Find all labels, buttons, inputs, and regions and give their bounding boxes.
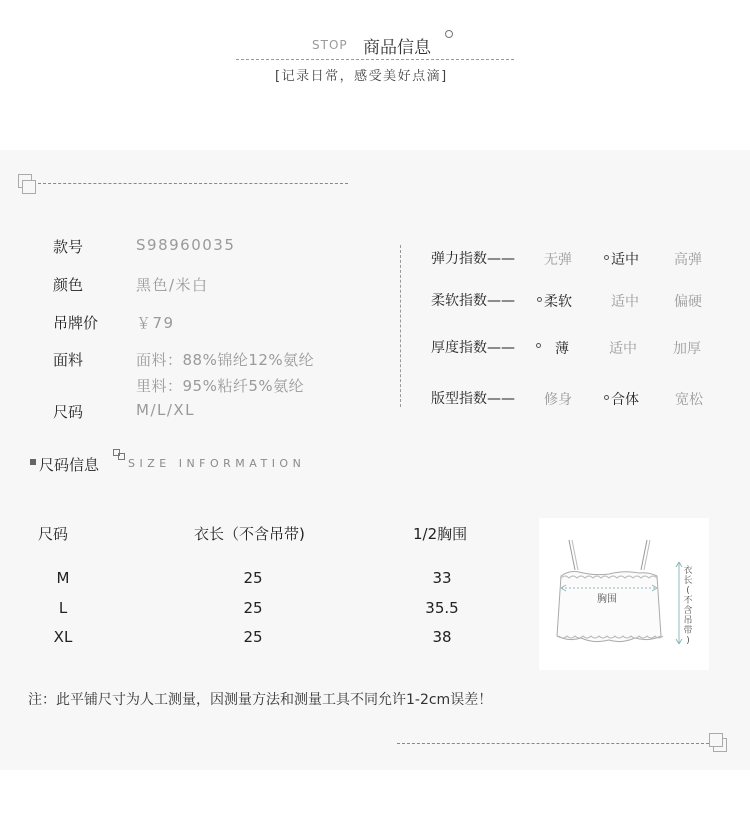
- header-divider: [236, 59, 514, 60]
- thickness-option-thin: 薄: [555, 341, 569, 357]
- bottom-dashed-divider: [397, 743, 709, 744]
- elasticity-index-label: 弹力指数——: [431, 251, 515, 267]
- sizes-value: M/L/XL: [136, 401, 196, 419]
- size-info-subtitle: SIZE INFORMATION: [128, 457, 306, 470]
- selected-dot-icon: [604, 395, 609, 400]
- vertical-dashed-divider: [400, 245, 401, 407]
- fit-option-regular: 合体: [611, 392, 639, 408]
- elasticity-option-high: 高弹: [674, 252, 702, 268]
- table-cell-chest: 38: [432, 628, 452, 646]
- header-title: 商品信息: [363, 38, 431, 58]
- style-no-value: S98960035: [136, 236, 236, 254]
- chest-label: 胸围: [597, 594, 617, 605]
- color-value: 黑色/米白: [136, 276, 209, 294]
- selected-dot-icon: [604, 255, 609, 260]
- price-value: ￥79: [136, 314, 175, 332]
- elasticity-option-medium: 适中: [611, 252, 639, 268]
- product-info-panel: [0, 150, 750, 770]
- corner-square-icon: [22, 180, 36, 194]
- table-cell-length: 25: [243, 569, 263, 587]
- elasticity-option-none: 无弹: [544, 252, 572, 268]
- style-no-label: 款号: [53, 238, 84, 256]
- table-cell-chest: 35.5: [425, 599, 459, 617]
- color-label: 颜色: [53, 276, 84, 294]
- measurement-note: 注：此平铺尺寸为人工测量，因测量方法和测量工具不同允许1-2cm误差！: [28, 692, 493, 708]
- bullet-square-icon: [30, 459, 36, 465]
- top-dashed-divider: [38, 183, 348, 184]
- price-label: 吊牌价: [53, 314, 99, 332]
- table-cell-size: M: [56, 569, 70, 587]
- size-info-title: 尺码信息: [39, 456, 100, 474]
- fit-option-slim: 修身: [544, 392, 572, 408]
- size-label: 尺码: [53, 403, 84, 421]
- table-cell-size: L: [58, 599, 68, 617]
- length-label: 衣 长 ( 不 含 吊 带 ): [683, 566, 693, 646]
- softness-option-hard: 偏硬: [674, 294, 702, 310]
- table-header-half-chest: 1/2胸围: [413, 525, 468, 543]
- fit-index-label: 版型指数——: [431, 391, 515, 407]
- selected-dot-icon: [536, 343, 541, 348]
- thickness-index-label: 厚度指数——: [431, 340, 515, 356]
- table-header-size: 尺码: [38, 525, 69, 543]
- table-cell-size: XL: [53, 628, 73, 646]
- softness-index-label: 柔软指数——: [431, 293, 515, 309]
- header-circle-icon: [445, 30, 453, 38]
- fabric-outer-value: 面料：88%锦纶12%氨纶: [136, 351, 315, 369]
- header-subtitle: [记录日常，感受美好点滴]: [275, 69, 448, 84]
- garment-measure-illustration: [539, 518, 709, 670]
- fit-option-loose: 宽松: [675, 392, 703, 408]
- thickness-option-medium: 适中: [609, 341, 637, 357]
- softness-option-medium: 适中: [611, 294, 639, 310]
- thickness-option-thick: 加厚: [673, 341, 701, 357]
- table-cell-length: 25: [243, 599, 263, 617]
- softness-option-soft: 柔软: [544, 294, 572, 310]
- selected-dot-icon: [537, 297, 542, 302]
- fabric-label: 面料: [53, 351, 84, 369]
- table-cell-length: 25: [243, 628, 263, 646]
- table-header-length: 衣长（不含吊带): [194, 525, 305, 543]
- header-stop-text: STOP: [312, 38, 348, 52]
- table-cell-chest: 33: [432, 569, 452, 587]
- fabric-lining-value: 里料：95%粘纤5%氨纶: [136, 377, 305, 395]
- decor-squares-icon: [118, 453, 125, 460]
- corner-square-icon: [709, 733, 723, 747]
